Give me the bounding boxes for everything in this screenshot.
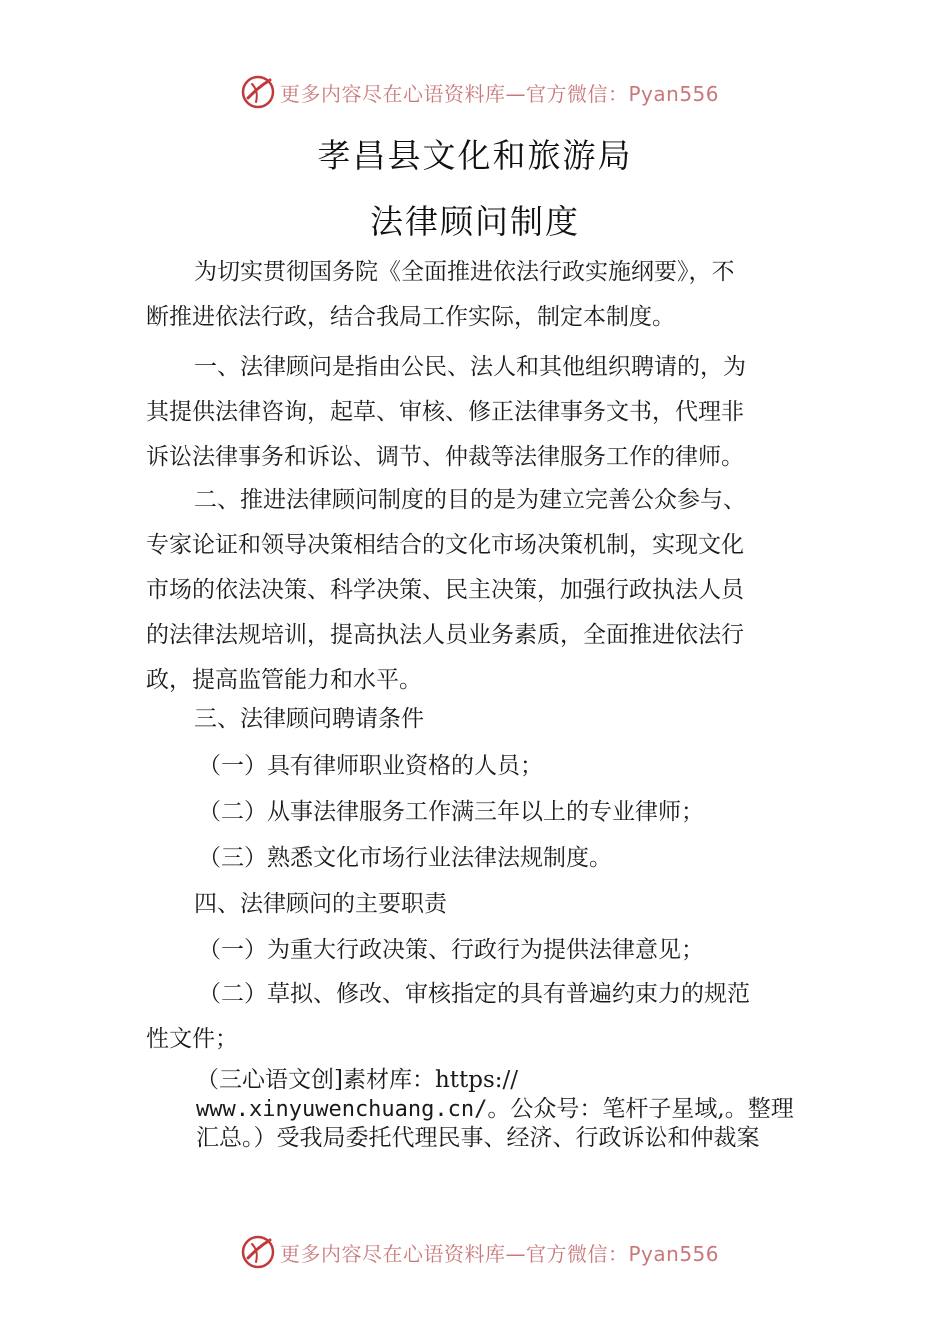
text-line: 二、推进法律顾问制度的目的是为建立完善公众参与、 <box>194 487 746 513</box>
text-line: 四、法律顾问的主要职责 <box>194 891 447 917</box>
document-subtitle: 法律顾问制度 <box>370 202 580 241</box>
brush-logo-icon <box>240 74 276 110</box>
text-line: 政，提高监管能力和水平。 <box>146 667 422 693</box>
watermark-text: 更多内容尽在心语资料库—官方微信：Pyan556 <box>280 1241 720 1266</box>
section-three-heading <box>146 697 826 742</box>
text-line <box>196 1095 846 1124</box>
list-item <box>146 836 826 881</box>
text-line: 诉讼法律事务和诉讼、调节、仲裁等法律服务工作的律师。 <box>146 444 744 470</box>
list-item <box>146 790 826 835</box>
text-line: （三）熟悉文化市场行业法律法规制度。 <box>198 845 612 871</box>
text-line: 性文件； <box>146 1026 238 1052</box>
text-line: 专家论证和领导决策相结合的文化市场决策机制，实现文化 <box>146 532 744 558</box>
document-title: 孝昌县文化和旅游局 <box>317 136 633 175</box>
brush-logo-icon <box>240 1234 276 1270</box>
section-four-heading <box>146 882 826 927</box>
text-line: 汇总。）受我局委托代理民事、经济、行政诉讼和仲裁案 <box>196 1125 760 1151</box>
list-item <box>146 928 826 973</box>
text-line: （二）草拟、修改、审核指定的具有普遍约束力的规范 <box>198 981 750 1007</box>
text-line: 市场的依法决策、科学决策、民主决策，加强行政执法人员 <box>146 577 744 603</box>
text-line: （二）从事法律服务工作满三年以上的专业律师； <box>198 799 704 825</box>
text-line: 为切实贯彻国务院《全面推进依法行政实施纲要》，不 <box>194 259 735 285</box>
text-line: （三心语文创]素材库：https:// <box>196 1067 519 1093</box>
text-line: 的法律法规培训，提高执法人员业务素质，全面推进依法行 <box>146 622 744 648</box>
text-line: 断推进依法行政，结合我局工作实际，制定本制度。 <box>146 304 675 330</box>
list-item <box>146 744 826 789</box>
intro-paragraph <box>146 250 826 340</box>
text-line: （一）具有律师职业资格的人员； <box>198 753 543 779</box>
list-item <box>146 972 826 1062</box>
text-line: 三、法律顾问聘请条件 <box>194 706 424 732</box>
text-line: （一）为重大行政决策、行政行为提供法律意见； <box>198 937 704 963</box>
section-two-paragraph <box>146 478 826 703</box>
website-link[interactable]: www.xinyuwenchuang.cn/ <box>196 1097 488 1122</box>
watermark-text: 更多内容尽在心语资料库—官方微信：Pyan556 <box>280 81 720 106</box>
header-watermark <box>240 72 760 112</box>
text-fragment: 。公众号：笔杆子星域,。整理 <box>487 1096 794 1122</box>
footer-watermark <box>240 1232 760 1272</box>
text-line: 其提供法律咨询，起草、审核、修正法律事务文书，代理非 <box>146 399 744 425</box>
list-item-with-link <box>196 1066 846 1153</box>
section-one-paragraph <box>146 345 826 480</box>
text-line: 一、法律顾问是指由公民、法人和其他组织聘请的，为 <box>194 354 746 380</box>
